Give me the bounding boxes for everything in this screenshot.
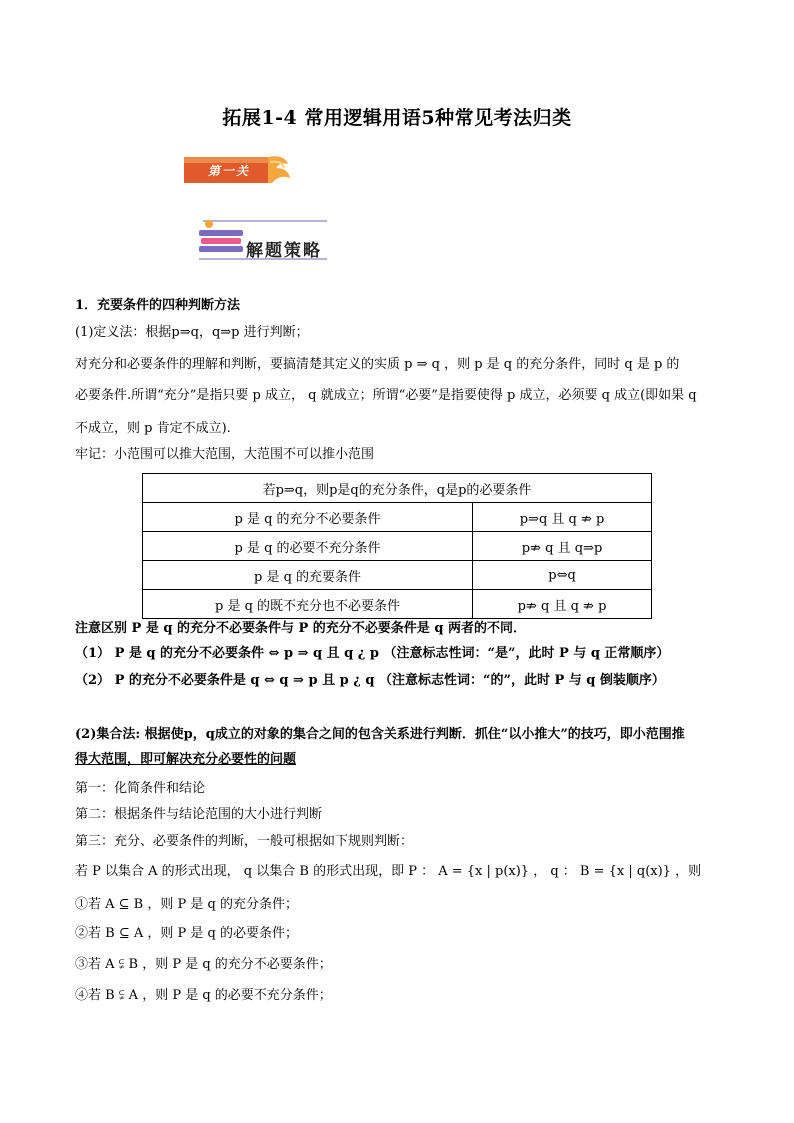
page-title: 拓展1-4 常用逻辑用语5种常见考法归类 bbox=[222, 107, 572, 129]
rule-line: ②若 B ⊆ A ，则 P 是 q 的必要条件； bbox=[75, 926, 298, 941]
section-heading: 1．充要条件的四种判断方法 bbox=[75, 298, 241, 313]
table-row bbox=[143, 590, 652, 619]
table-cell: p⇒q 且 q ⇏ p bbox=[473, 503, 652, 532]
rule-line: ③若 A ⫋ B ，则 P 是 q 的充分不必要条件； bbox=[75, 957, 332, 972]
table-row bbox=[143, 561, 652, 590]
table-cell: p 是 q 的充分不必要条件 bbox=[143, 503, 473, 532]
method-definition: (1)定义法：根据p⇒q，q⇒p 进行判断； bbox=[75, 325, 309, 340]
note-line: （2） P 的充分不必要条件是 q ⇔ q ⇒ p 且 p ¿ q （注意标志性词：“的”，此时 P 与 q 倒装顺序） bbox=[75, 673, 665, 688]
table-cell: p 是 q 的既不充分也不必要条件 bbox=[143, 590, 473, 619]
strategy-label: 解题策略 bbox=[246, 241, 322, 261]
method-set-cont: 得大范围，即可解决充分必要性的问题 bbox=[75, 752, 297, 767]
table-row bbox=[143, 532, 652, 561]
rule-line: ①若 A ⊆ B ，则 P 是 q 的充分条件； bbox=[75, 897, 298, 912]
condition-table bbox=[142, 473, 652, 619]
step-line: 第三：充分、必要条件的判断，一般可根据如下规则判断： bbox=[75, 834, 414, 849]
table-header-row bbox=[143, 474, 652, 503]
paragraph-line: 不成立，则 p 肯定不成立). bbox=[75, 421, 231, 436]
note-line: （1） P 是 q 的充分不必要条件 ⇔ p ⇒ q 且 q ¿ p （注意标志性词：“是”，此时 P 与 q 正常顺序） bbox=[75, 646, 670, 661]
table-cell: p 是 q 的充要条件 bbox=[143, 561, 473, 590]
paragraph-line: 对充分和必要条件的理解和判断，要搞清楚其定义的实质 p ⇒ q ，则 p 是 q 的充分条件，同时 q 是 p 的 bbox=[75, 357, 680, 372]
note-line: 注意区别 P 是 q 的充分不必要条件与 P 的充分不必要条件是 q 两者的不同． bbox=[75, 621, 526, 636]
remember-note: 牢记：小范围可以推大范围，大范围不可以推小范围 bbox=[75, 447, 375, 462]
table-row bbox=[143, 503, 652, 532]
table-cell: p 是 q 的必要不充分条件 bbox=[143, 532, 473, 561]
step-line: 第一：化简条件和结论 bbox=[75, 781, 206, 796]
table-header: 若p⇒q，则p是q的充分条件，q是p的必要条件 bbox=[143, 474, 652, 503]
set-intro: 若 P 以集合 A 的形式出现， q 以集合 B 的形式出现，即 P ： A = {x | p(x)} ， q ： B = {x | q(x)} ，则 bbox=[75, 864, 702, 879]
table-cell: p⇏ q 且 q⇒p bbox=[473, 532, 652, 561]
rule-line: ④若 B ⫋ A ，则 P 是 q 的必要不充分条件； bbox=[75, 988, 332, 1003]
table-cell: p⇔q bbox=[473, 561, 652, 590]
step-line: 第二：根据条件与结论范围的大小进行判断 bbox=[75, 807, 323, 822]
paragraph-line: 必要条件.所谓“充分”是指只要 p 成立， q 就成立；所谓“必要”是指要使得 p 成立，必须要 q 成立(即如果 q bbox=[75, 388, 697, 403]
table-cell: p⇏ q 且 q ⇏ p bbox=[473, 590, 652, 619]
method-set: (2)集合法: 根据使p，q成立的对象的集合之间的包含关系进行判断．抓住“以小推大”的技巧，即小范围推 bbox=[75, 727, 685, 742]
banner-label: 第一关 bbox=[208, 164, 251, 178]
